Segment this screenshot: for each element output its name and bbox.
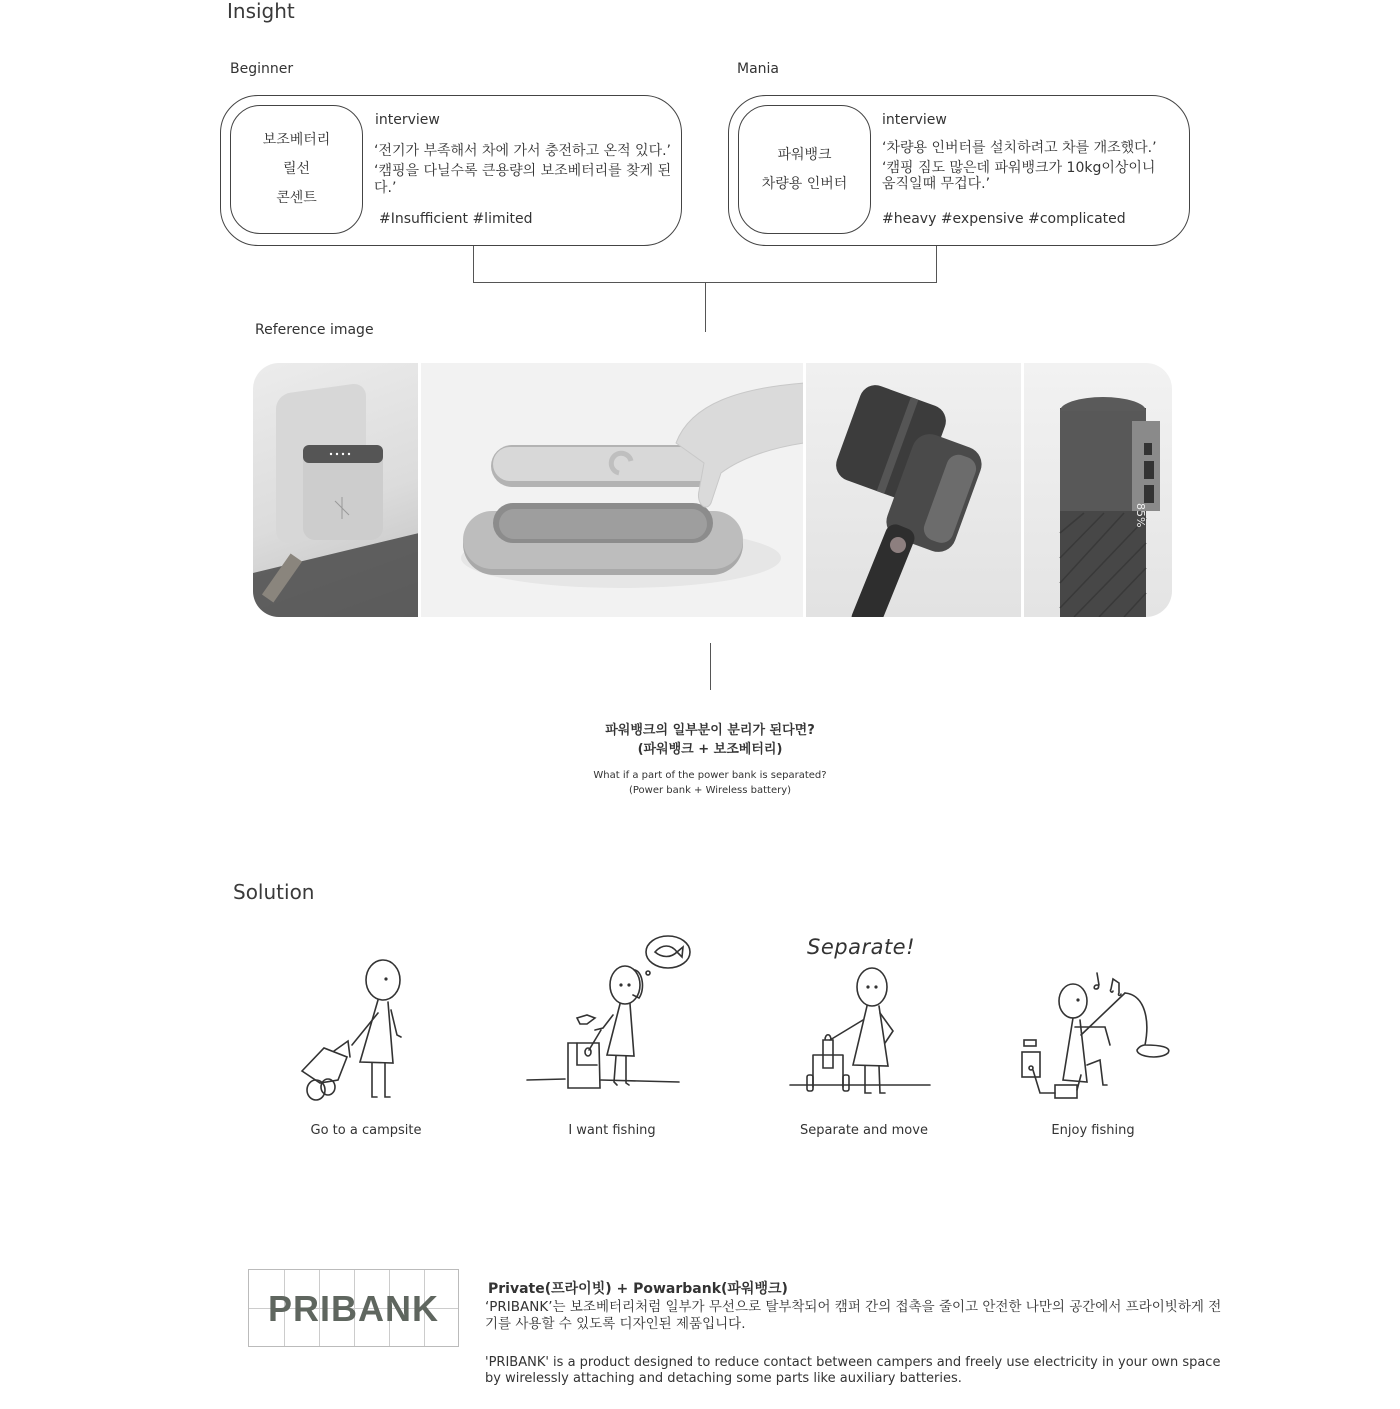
mania-quote: ‘캠핑 짐도 많은데 파워뱅크가 10kg이상이니 — [882, 160, 1156, 176]
scene-caption: Enjoy fishing — [1051, 1123, 1135, 1138]
reference-image-pill-charger — [421, 363, 803, 617]
solution-title: Solution — [233, 880, 315, 904]
logo-text: PRIBANK — [267, 1288, 439, 1329]
battery-level-label: 85% — [1134, 503, 1148, 528]
beginner-label: Beginner — [230, 61, 294, 77]
cylinder-powerbank-illustration — [1024, 363, 1172, 617]
reference-image-strip — [253, 363, 1172, 617]
beginner-quote: ‘캠핑을 다닐수록 큰용량의 보조베터리를 찾게 된다.’ — [374, 163, 672, 196]
beginner-item: 콘센트 — [276, 190, 317, 206]
question-ko-line1: 파워뱅크의 일부분이 분리가 된다면? — [605, 723, 815, 738]
scene-caption: Go to a campsite — [310, 1123, 422, 1138]
beginner-items — [230, 105, 363, 234]
question-en-line1: What if a part of the power bank is separated? — [593, 770, 827, 781]
beginner-quote: ‘전기가 부족해서 차에 가서 충전하고 온적 있다.’ — [374, 143, 672, 159]
scene-separate-move-illustration — [785, 965, 935, 1100]
insight-title: Insight — [227, 0, 295, 23]
question-en-line2: (Power bank + Wireless battery) — [628, 785, 792, 796]
beginner-tags: #Insufficient #limited — [379, 211, 533, 227]
pill-charger-illustration — [421, 363, 803, 617]
beginner-interview-label: interview — [375, 112, 440, 128]
connector-line — [710, 643, 711, 690]
beginner-item: 릴선 — [282, 161, 311, 177]
beginner-card — [220, 95, 682, 246]
mania-quote: 움직일때 무겁다.’ — [882, 176, 991, 192]
mania-item: 차량용 인버터 — [761, 175, 848, 192]
brand-title: Private(프라이빗) + Powarbank(파워뱅크) — [488, 1281, 788, 1297]
scene-want-fishing-illustration — [525, 930, 695, 1100]
square-powerbank-illustration — [253, 363, 418, 617]
mania-interview-label: interview — [882, 112, 947, 128]
reference-image-square-powerbank — [253, 363, 418, 617]
reference-image-dark-device — [806, 363, 1021, 617]
mania-tags: #heavy #expensive #complicated — [882, 211, 1126, 227]
connector-line — [936, 246, 937, 283]
reference-title: Reference image — [255, 322, 374, 338]
mania-card — [728, 95, 1190, 246]
pribank-logo — [248, 1269, 459, 1347]
scene-enjoy-fishing-illustration — [1015, 965, 1180, 1105]
mania-items — [738, 105, 871, 234]
connector-line — [705, 282, 706, 332]
connector-line — [473, 246, 474, 283]
dark-device-illustration — [806, 363, 1021, 617]
mania-label: Mania — [737, 61, 779, 77]
scene-caption: I want fishing — [568, 1123, 656, 1138]
question-ko-line2: (파워뱅크 + 보조베터리) — [637, 742, 783, 757]
mania-item: 파워뱅크 — [777, 146, 832, 163]
reference-image-cylinder-powerbank — [1024, 363, 1172, 617]
beginner-item: 보조베터리 — [262, 132, 331, 148]
scene-caption: Separate and move — [800, 1123, 928, 1138]
mania-quote: ‘차량용 인버터를 설치하려고 차를 개조했다.’ — [882, 140, 1157, 156]
brand-description-en: 'PRIBANK' is a product designed to reduce contact between campers and freely use electricity in your own space by wirelessly attaching and detaching some parts like auxiliary batteries. — [485, 1355, 1221, 1386]
scene-go-to-campsite-illustration — [290, 955, 430, 1105]
separate-handwriting: Separate! — [807, 935, 916, 959]
brand-description-ko: ‘PRIBANK’는 보조베터리처럼 일부가 무선으로 탈부착되어 캠퍼 간의 접촉을 줄이고 안전한 나만의 공간에서 프라이빗하게 전기를 사용할 수 있도록 디자인된 제품입니다. — [485, 1299, 1222, 1332]
